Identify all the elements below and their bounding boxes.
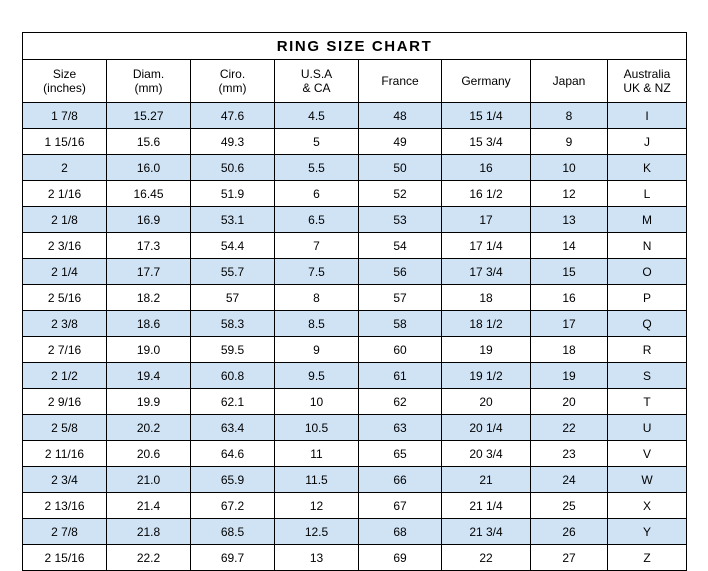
table-row bbox=[23, 103, 687, 129]
table-cell: 61 bbox=[359, 363, 442, 389]
table-cell: 21 bbox=[442, 467, 531, 493]
table-cell: 62 bbox=[359, 389, 442, 415]
table-cell: 59.5 bbox=[191, 337, 275, 363]
table-cell: 58 bbox=[359, 311, 442, 337]
table-cell: 12 bbox=[531, 181, 608, 207]
table-cell: 17.3 bbox=[107, 233, 191, 259]
table-row bbox=[23, 311, 687, 337]
table-cell: 2 3/8 bbox=[23, 311, 107, 337]
table-cell: 19.0 bbox=[107, 337, 191, 363]
table-cell: 2 13/16 bbox=[23, 493, 107, 519]
table-cell: 66 bbox=[359, 467, 442, 493]
table-cell: 2 7/8 bbox=[23, 519, 107, 545]
table-row bbox=[23, 285, 687, 311]
table-cell: W bbox=[608, 467, 687, 493]
table-row bbox=[23, 519, 687, 545]
table-row bbox=[23, 441, 687, 467]
table-cell: 65.9 bbox=[191, 467, 275, 493]
table-cell: P bbox=[608, 285, 687, 311]
table-cell: 19 bbox=[531, 363, 608, 389]
table-cell: 16.9 bbox=[107, 207, 191, 233]
table-cell: 9 bbox=[275, 337, 359, 363]
table-cell: 2 1/16 bbox=[23, 181, 107, 207]
table-cell: 8.5 bbox=[275, 311, 359, 337]
table-cell: 68 bbox=[359, 519, 442, 545]
table-header-row bbox=[23, 60, 687, 103]
table-cell: 10 bbox=[275, 389, 359, 415]
table-cell: 22 bbox=[442, 545, 531, 571]
table-cell: U bbox=[608, 415, 687, 441]
table-cell: 64.6 bbox=[191, 441, 275, 467]
column-header-germany bbox=[442, 60, 531, 103]
table-cell: 18.6 bbox=[107, 311, 191, 337]
column-header-circumference-line1: Ciro. bbox=[219, 67, 246, 81]
table-cell: 52 bbox=[359, 181, 442, 207]
table-cell: 7 bbox=[275, 233, 359, 259]
table-cell: 2 9/16 bbox=[23, 389, 107, 415]
table-cell: 10.5 bbox=[275, 415, 359, 441]
table-cell: S bbox=[608, 363, 687, 389]
table-cell: 22.2 bbox=[107, 545, 191, 571]
column-header-france-line1: France bbox=[381, 74, 419, 88]
table-cell: 20.6 bbox=[107, 441, 191, 467]
table-cell: 15 bbox=[531, 259, 608, 285]
table-row bbox=[23, 181, 687, 207]
column-header-diameter-line2: (mm) bbox=[134, 81, 163, 95]
table-cell: N bbox=[608, 233, 687, 259]
table-cell: 12 bbox=[275, 493, 359, 519]
table-cell: I bbox=[608, 103, 687, 129]
table-cell: 57 bbox=[191, 285, 275, 311]
table-cell: 9 bbox=[531, 129, 608, 155]
table-cell: 6.5 bbox=[275, 207, 359, 233]
table-cell: M bbox=[608, 207, 687, 233]
table-cell: 9.5 bbox=[275, 363, 359, 389]
table-cell: 17 3/4 bbox=[442, 259, 531, 285]
table-cell: 2 3/16 bbox=[23, 233, 107, 259]
table-cell: R bbox=[608, 337, 687, 363]
table-cell: 14 bbox=[531, 233, 608, 259]
table-cell: T bbox=[608, 389, 687, 415]
table-cell: 26 bbox=[531, 519, 608, 545]
column-header-diameter bbox=[107, 60, 191, 103]
table-cell: 17 bbox=[442, 207, 531, 233]
table-row bbox=[23, 467, 687, 493]
table-cell: 68.5 bbox=[191, 519, 275, 545]
table-row bbox=[23, 337, 687, 363]
table-cell: 60 bbox=[359, 337, 442, 363]
table-cell: 2 11/16 bbox=[23, 441, 107, 467]
column-header-size bbox=[23, 60, 107, 103]
table-cell: 49.3 bbox=[191, 129, 275, 155]
table-cell: 54.4 bbox=[191, 233, 275, 259]
column-header-usa-ca-line1: U.S.A bbox=[300, 67, 333, 81]
table-cell: 7.5 bbox=[275, 259, 359, 285]
table-cell: 18 bbox=[531, 337, 608, 363]
table-cell: 12.5 bbox=[275, 519, 359, 545]
table-cell: 17 1/4 bbox=[442, 233, 531, 259]
table-cell: L bbox=[608, 181, 687, 207]
table-cell: 51.9 bbox=[191, 181, 275, 207]
table-row bbox=[23, 129, 687, 155]
table-cell: 17 bbox=[531, 311, 608, 337]
table-row bbox=[23, 233, 687, 259]
table-cell: 57 bbox=[359, 285, 442, 311]
chart-container bbox=[22, 32, 686, 571]
table-cell: 23 bbox=[531, 441, 608, 467]
table-cell: Q bbox=[608, 311, 687, 337]
table-cell: 16.45 bbox=[107, 181, 191, 207]
table-cell: 18.2 bbox=[107, 285, 191, 311]
table-cell: 21.8 bbox=[107, 519, 191, 545]
table-cell: K bbox=[608, 155, 687, 181]
table-cell: 56 bbox=[359, 259, 442, 285]
table-cell: 15 1/4 bbox=[442, 103, 531, 129]
table-cell: 19.4 bbox=[107, 363, 191, 389]
table-cell: 2 3/4 bbox=[23, 467, 107, 493]
table-cell: 19.9 bbox=[107, 389, 191, 415]
column-header-australia-line1: Australia bbox=[623, 67, 671, 81]
table-row bbox=[23, 545, 687, 571]
column-header-size-line1: Size bbox=[52, 67, 77, 81]
table-cell: Y bbox=[608, 519, 687, 545]
column-header-diameter-line1: Diam. bbox=[132, 67, 165, 81]
table-cell: 8 bbox=[531, 103, 608, 129]
table-cell: Z bbox=[608, 545, 687, 571]
table-cell: 48 bbox=[359, 103, 442, 129]
table-cell: X bbox=[608, 493, 687, 519]
table-cell: 54 bbox=[359, 233, 442, 259]
table-title-row bbox=[23, 33, 687, 60]
table-cell: 19 1/2 bbox=[442, 363, 531, 389]
table-row bbox=[23, 389, 687, 415]
table-cell: 8 bbox=[275, 285, 359, 311]
table-cell: 10 bbox=[531, 155, 608, 181]
table-cell: 22 bbox=[531, 415, 608, 441]
table-cell: 6 bbox=[275, 181, 359, 207]
table-cell: 21.0 bbox=[107, 467, 191, 493]
table-cell: 63 bbox=[359, 415, 442, 441]
table-cell: 15 3/4 bbox=[442, 129, 531, 155]
column-header-germany-line1: Germany bbox=[461, 74, 511, 88]
table-cell: 21.4 bbox=[107, 493, 191, 519]
table-cell: 18 bbox=[442, 285, 531, 311]
table-cell: 18 1/2 bbox=[442, 311, 531, 337]
table-cell: 25 bbox=[531, 493, 608, 519]
table-cell: 20.2 bbox=[107, 415, 191, 441]
table-cell: 11.5 bbox=[275, 467, 359, 493]
table-row bbox=[23, 259, 687, 285]
table-cell: 5 bbox=[275, 129, 359, 155]
table-cell: 2 15/16 bbox=[23, 545, 107, 571]
table-body bbox=[23, 103, 687, 571]
table-cell: 60.8 bbox=[191, 363, 275, 389]
table-cell: 21 3/4 bbox=[442, 519, 531, 545]
table-cell: 67 bbox=[359, 493, 442, 519]
table-cell: 50 bbox=[359, 155, 442, 181]
table-row bbox=[23, 363, 687, 389]
table-cell: J bbox=[608, 129, 687, 155]
table-cell: 63.4 bbox=[191, 415, 275, 441]
table-cell: 13 bbox=[275, 545, 359, 571]
column-header-japan bbox=[531, 60, 608, 103]
table-cell: 69.7 bbox=[191, 545, 275, 571]
table-cell: 2 5/16 bbox=[23, 285, 107, 311]
table-cell: 27 bbox=[531, 545, 608, 571]
table-cell: 2 1/4 bbox=[23, 259, 107, 285]
table-row bbox=[23, 155, 687, 181]
column-header-circumference bbox=[191, 60, 275, 103]
table-cell: 16 bbox=[442, 155, 531, 181]
column-header-australia-uk-nz bbox=[608, 60, 687, 103]
table-cell: 15.6 bbox=[107, 129, 191, 155]
table-cell: 20 bbox=[442, 389, 531, 415]
table-cell: 2 bbox=[23, 155, 107, 181]
table-cell: 20 1/4 bbox=[442, 415, 531, 441]
table-cell: 11 bbox=[275, 441, 359, 467]
table-cell: 53 bbox=[359, 207, 442, 233]
column-header-usa-ca bbox=[275, 60, 359, 103]
table-cell: 16 bbox=[531, 285, 608, 311]
table-cell: 50.6 bbox=[191, 155, 275, 181]
table-cell: O bbox=[608, 259, 687, 285]
table-cell: 62.1 bbox=[191, 389, 275, 415]
table-cell: 47.6 bbox=[191, 103, 275, 129]
table-cell: 55.7 bbox=[191, 259, 275, 285]
table-cell: 58.3 bbox=[191, 311, 275, 337]
table-cell: 21 1/4 bbox=[442, 493, 531, 519]
table-cell: 20 bbox=[531, 389, 608, 415]
table-cell: 1 7/8 bbox=[23, 103, 107, 129]
table-cell: 2 1/2 bbox=[23, 363, 107, 389]
table-row bbox=[23, 415, 687, 441]
table-cell: 17.7 bbox=[107, 259, 191, 285]
table-cell: V bbox=[608, 441, 687, 467]
table-cell: 5.5 bbox=[275, 155, 359, 181]
table-cell: 16.0 bbox=[107, 155, 191, 181]
page-title: RING SIZE CHART bbox=[23, 33, 687, 60]
table-cell: 65 bbox=[359, 441, 442, 467]
table-cell: 2 7/16 bbox=[23, 337, 107, 363]
table-cell: 69 bbox=[359, 545, 442, 571]
table-cell: 20 3/4 bbox=[442, 441, 531, 467]
table-cell: 15.27 bbox=[107, 103, 191, 129]
table-cell: 53.1 bbox=[191, 207, 275, 233]
table-cell: 4.5 bbox=[275, 103, 359, 129]
column-header-france bbox=[359, 60, 442, 103]
table-row bbox=[23, 493, 687, 519]
table-cell: 13 bbox=[531, 207, 608, 233]
column-header-size-line2: (inches) bbox=[43, 81, 86, 95]
table-row bbox=[23, 207, 687, 233]
column-header-australia-line2: UK & NZ bbox=[623, 81, 671, 95]
column-header-usa-ca-line2: & CA bbox=[302, 81, 331, 95]
table-cell: 24 bbox=[531, 467, 608, 493]
column-header-japan-line1: Japan bbox=[552, 74, 586, 88]
table-cell: 2 1/8 bbox=[23, 207, 107, 233]
table-cell: 67.2 bbox=[191, 493, 275, 519]
table-cell: 49 bbox=[359, 129, 442, 155]
ring-size-table bbox=[22, 32, 687, 571]
column-header-circumference-line2: (mm) bbox=[218, 81, 247, 95]
table-cell: 1 15/16 bbox=[23, 129, 107, 155]
table-cell: 16 1/2 bbox=[442, 181, 531, 207]
table-cell: 2 5/8 bbox=[23, 415, 107, 441]
table-cell: 19 bbox=[442, 337, 531, 363]
